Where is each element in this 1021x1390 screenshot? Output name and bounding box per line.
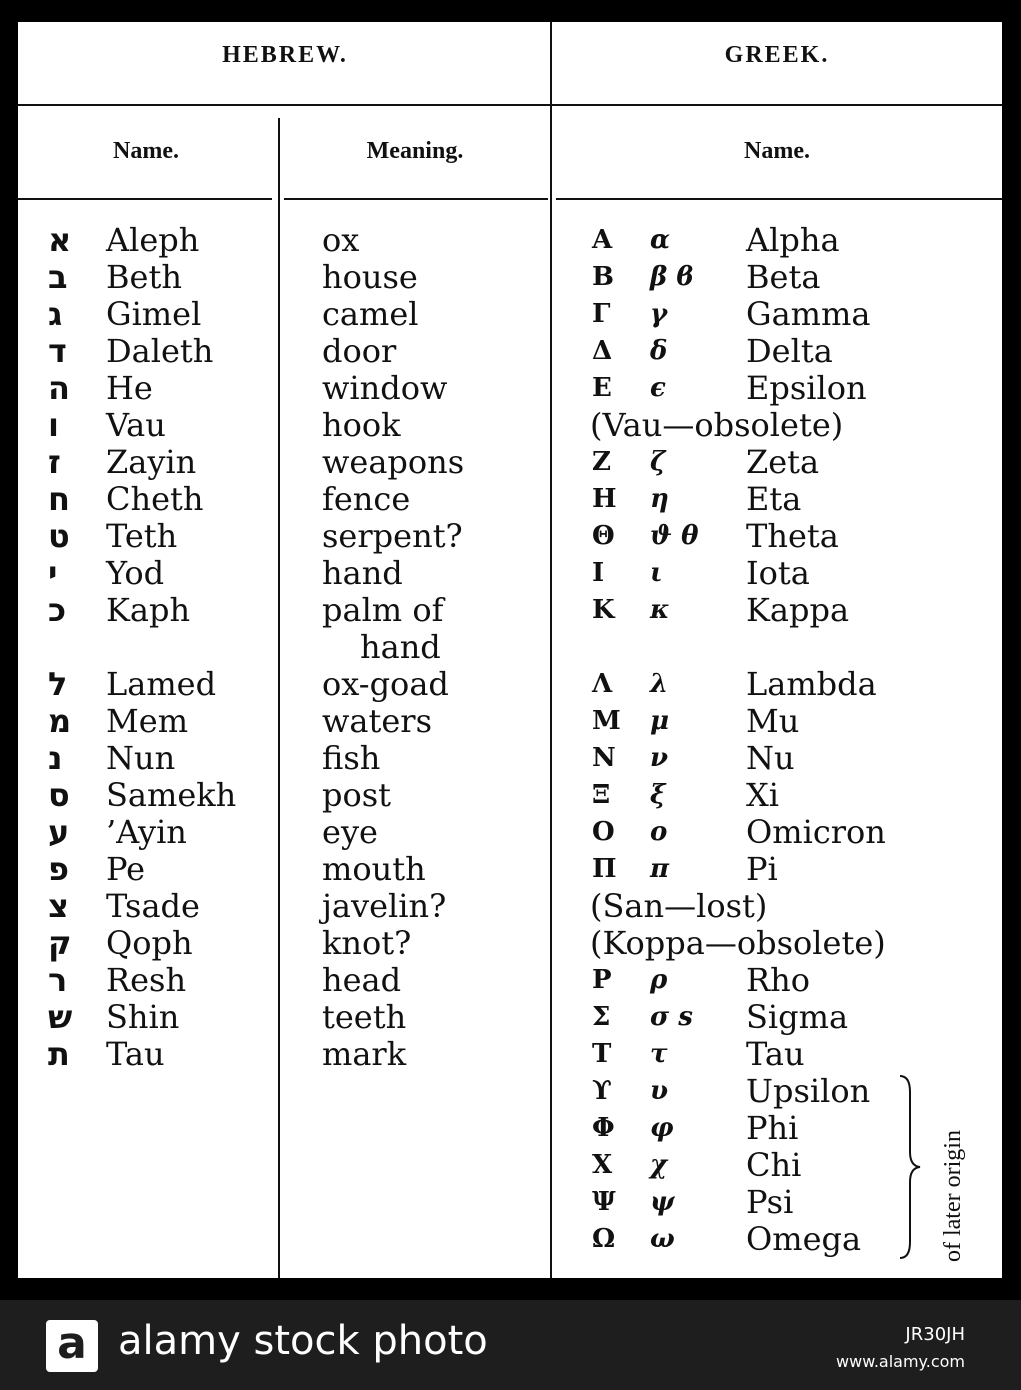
hebrew-meaning: post — [322, 776, 392, 814]
greek-uppercase: Θ — [592, 521, 615, 551]
hebrew-header: HEBREW. — [222, 42, 348, 68]
hebrew-name: Nun — [106, 739, 176, 777]
greek-name: Xi — [746, 776, 780, 814]
hebrew-letter: פ — [48, 850, 70, 888]
greek-name: Epsilon — [746, 369, 867, 407]
greek-name: Nu — [746, 739, 795, 777]
greek-uppercase: Ρ — [592, 965, 612, 995]
hebrew-name: Beth — [106, 258, 182, 296]
watermark-footer — [0, 1300, 1021, 1390]
hebrew-meaning: house — [322, 258, 418, 296]
hebrew-name: Tsade — [106, 887, 200, 925]
image-id: JR30JH — [905, 1324, 965, 1345]
hebrew-letter: ח — [48, 480, 70, 518]
greek-uppercase: Ο — [592, 817, 615, 847]
greek-lowercase: ξ — [650, 780, 666, 810]
greek-name: Psi — [746, 1183, 794, 1221]
greek-note: (Koppa—obsolete) — [590, 924, 886, 962]
greek-name: Theta — [746, 517, 839, 555]
hebrew-letter: ע — [48, 813, 70, 851]
greek-uppercase: Η — [592, 484, 617, 514]
greek-lowercase: τ — [650, 1039, 668, 1069]
greek-name: Alpha — [746, 221, 840, 259]
greek-lowercase: ω — [650, 1224, 675, 1254]
hebrew-meaning: weapons — [322, 443, 465, 481]
hebrew-name: Mem — [106, 702, 189, 740]
hebrew-name: Teth — [106, 517, 178, 555]
hebrew-name: Samekh — [106, 776, 237, 814]
greek-lowercase: ϑ θ — [650, 521, 699, 551]
greek-name: Tau — [746, 1035, 805, 1073]
greek-lowercase: δ — [650, 336, 668, 366]
greek-uppercase: Ξ — [592, 780, 611, 810]
greek-name: Omicron — [746, 813, 886, 851]
hebrew-meaning: eye — [322, 813, 378, 851]
hebrew-letter: ת — [48, 1035, 70, 1073]
greek-uppercase: Α — [592, 225, 613, 255]
hebrew-name: ’Ayin — [106, 813, 187, 851]
bracket-icon — [898, 1074, 922, 1260]
hebrew-name: Zayin — [106, 443, 197, 481]
hebrew-meaning: ox — [322, 221, 360, 259]
hebrew-letter: ג — [48, 295, 63, 333]
hebrew-name: Pe — [106, 850, 146, 888]
greek-lowercase: ϵ — [650, 373, 666, 403]
hebrew-letter: ש — [48, 998, 73, 1036]
greek-name: Upsilon — [746, 1072, 871, 1110]
greek-header: GREEK. — [724, 42, 830, 68]
greek-uppercase: Ζ — [592, 447, 611, 477]
greek-name: Pi — [746, 850, 778, 888]
hebrew-name: Aleph — [106, 221, 200, 259]
hebrew-meaning: waters — [322, 702, 432, 740]
greek-name: Eta — [746, 480, 802, 518]
greek-lowercase: σ s — [650, 1002, 693, 1032]
hebrew-letter: ה — [48, 369, 70, 407]
greek-uppercase: Σ — [592, 1002, 611, 1032]
hebrew-letter: ו — [48, 406, 59, 444]
hebrew-meaning-subheader: Meaning. — [366, 138, 464, 164]
hebrew-name: Cheth — [106, 480, 204, 518]
brand-text: alamy stock photo — [118, 1318, 488, 1364]
greek-lowercase: η — [650, 484, 669, 514]
hebrew-letter: ר — [48, 961, 68, 999]
hebrew-name: He — [106, 369, 153, 407]
hebrew-meaning: hook — [322, 406, 401, 444]
greek-name: Beta — [746, 258, 821, 296]
hebrew-meaning: ox-goad — [322, 665, 449, 703]
hebrew-letter: צ — [48, 887, 69, 925]
greek-lowercase: μ — [650, 706, 670, 736]
greek-note: (San—lost) — [590, 887, 768, 925]
hebrew-meaning: knot? — [322, 924, 412, 962]
greek-lowercase: ψ — [650, 1187, 675, 1217]
greek-name: Sigma — [746, 998, 849, 1036]
greek-uppercase: Τ — [592, 1039, 612, 1069]
greek-lowercase: κ — [650, 595, 670, 625]
hebrew-letter: כ — [48, 591, 67, 629]
greek-uppercase: Ν — [592, 743, 616, 773]
hebrew-letter: ק — [48, 924, 72, 962]
greek-uppercase: Π — [592, 854, 617, 884]
greek-uppercase: Δ — [592, 336, 613, 366]
greek-name: Kappa — [746, 591, 850, 629]
greek-lowercase: ι — [650, 558, 663, 588]
hebrew-meaning: fence — [322, 480, 411, 518]
greek-lowercase: υ — [650, 1076, 669, 1106]
column-divider-main — [550, 22, 552, 1278]
greek-uppercase: Ε — [592, 373, 612, 403]
greek-lowercase: ν — [650, 743, 669, 773]
greek-uppercase: Ι — [592, 558, 605, 588]
alamy-logo-icon: a — [46, 1320, 98, 1372]
greek-lowercase: α — [650, 225, 671, 255]
subheader-rule-hebrew-name — [18, 198, 272, 200]
hebrew-meaning: javelin? — [322, 887, 447, 925]
greek-name: Mu — [746, 702, 800, 740]
greek-uppercase: Μ — [592, 706, 621, 736]
hebrew-meaning: mark — [322, 1035, 407, 1073]
hebrew-meaning: teeth — [322, 998, 407, 1036]
greek-name: Zeta — [746, 443, 820, 481]
hebrew-letter: ז — [48, 443, 61, 481]
greek-uppercase: Ψ — [592, 1187, 616, 1217]
hebrew-name: Tau — [106, 1035, 165, 1073]
hebrew-meaning: palm of — [322, 591, 444, 629]
greek-uppercase: Ω — [592, 1224, 616, 1254]
hebrew-letter: א — [48, 221, 72, 259]
hebrew-letter: ב — [48, 258, 68, 296]
hebrew-meaning: fish — [322, 739, 381, 777]
hebrew-name: Vau — [106, 406, 166, 444]
greek-uppercase: Κ — [592, 595, 615, 625]
greek-lowercase: β ϐ — [650, 262, 694, 292]
hebrew-meaning: mouth — [322, 850, 426, 888]
greek-uppercase: ϒ — [592, 1076, 612, 1106]
greek-lowercase: λ — [650, 669, 669, 699]
hebrew-meaning: head — [322, 961, 402, 999]
subheader-rule-greek — [556, 198, 1002, 200]
greek-lowercase: χ — [650, 1150, 668, 1180]
hebrew-name: Yod — [106, 554, 165, 592]
hebrew-name: Gimel — [106, 295, 202, 333]
hebrew-meaning: window — [322, 369, 448, 407]
greek-name: Rho — [746, 961, 810, 999]
hebrew-meaning: serpent? — [322, 517, 463, 555]
greek-uppercase: Λ — [592, 669, 613, 699]
greek-name: Phi — [746, 1109, 799, 1147]
greek-lowercase: π — [650, 854, 670, 884]
hebrew-name: Lamed — [106, 665, 217, 703]
hebrew-letter: ד — [48, 332, 67, 370]
greek-name-subheader: Name. — [744, 138, 810, 164]
hebrew-name: Qoph — [106, 924, 193, 962]
later-origin-note: of later origin — [940, 1130, 966, 1262]
site-url: www.alamy.com — [836, 1352, 965, 1371]
hebrew-meaning: camel — [322, 295, 419, 333]
greek-name: Gamma — [746, 295, 871, 333]
hebrew-meaning: hand — [322, 554, 403, 592]
greek-lowercase: ζ — [650, 447, 666, 477]
hebrew-name: Shin — [106, 998, 180, 1036]
greek-uppercase: Φ — [592, 1113, 615, 1143]
greek-name: Lambda — [746, 665, 877, 703]
subheader-rule-hebrew-meaning — [284, 198, 548, 200]
greek-name: Omega — [746, 1220, 862, 1258]
greek-name: Iota — [746, 554, 810, 592]
hebrew-meaning-continued: hand — [360, 628, 441, 666]
hebrew-name-subheader: Name. — [113, 138, 179, 164]
hebrew-meaning: door — [322, 332, 397, 370]
alphabet-table — [18, 22, 1002, 1278]
hebrew-letter: י — [48, 554, 58, 592]
hebrew-letter: ל — [48, 665, 68, 703]
hebrew-letter: מ — [48, 702, 72, 740]
hebrew-name: Daleth — [106, 332, 214, 370]
greek-note: (Vau—obsolete) — [590, 406, 844, 444]
hebrew-letter: ט — [48, 517, 70, 555]
header-rule — [18, 104, 1002, 106]
hebrew-name: Kaph — [106, 591, 191, 629]
hebrew-name: Resh — [106, 961, 187, 999]
greek-uppercase: Β — [592, 262, 614, 292]
greek-lowercase: ο — [650, 817, 668, 847]
hebrew-letter: נ — [48, 739, 63, 777]
hebrew-letter: ס — [48, 776, 70, 814]
greek-lowercase: ρ — [650, 965, 668, 995]
greek-lowercase: φ — [650, 1113, 674, 1143]
greek-uppercase: Γ — [592, 299, 611, 329]
greek-lowercase: γ — [650, 299, 668, 329]
greek-name: Delta — [746, 332, 833, 370]
greek-uppercase: Χ — [592, 1150, 613, 1180]
greek-name: Chi — [746, 1146, 802, 1184]
column-divider-hebrew — [278, 118, 280, 1278]
